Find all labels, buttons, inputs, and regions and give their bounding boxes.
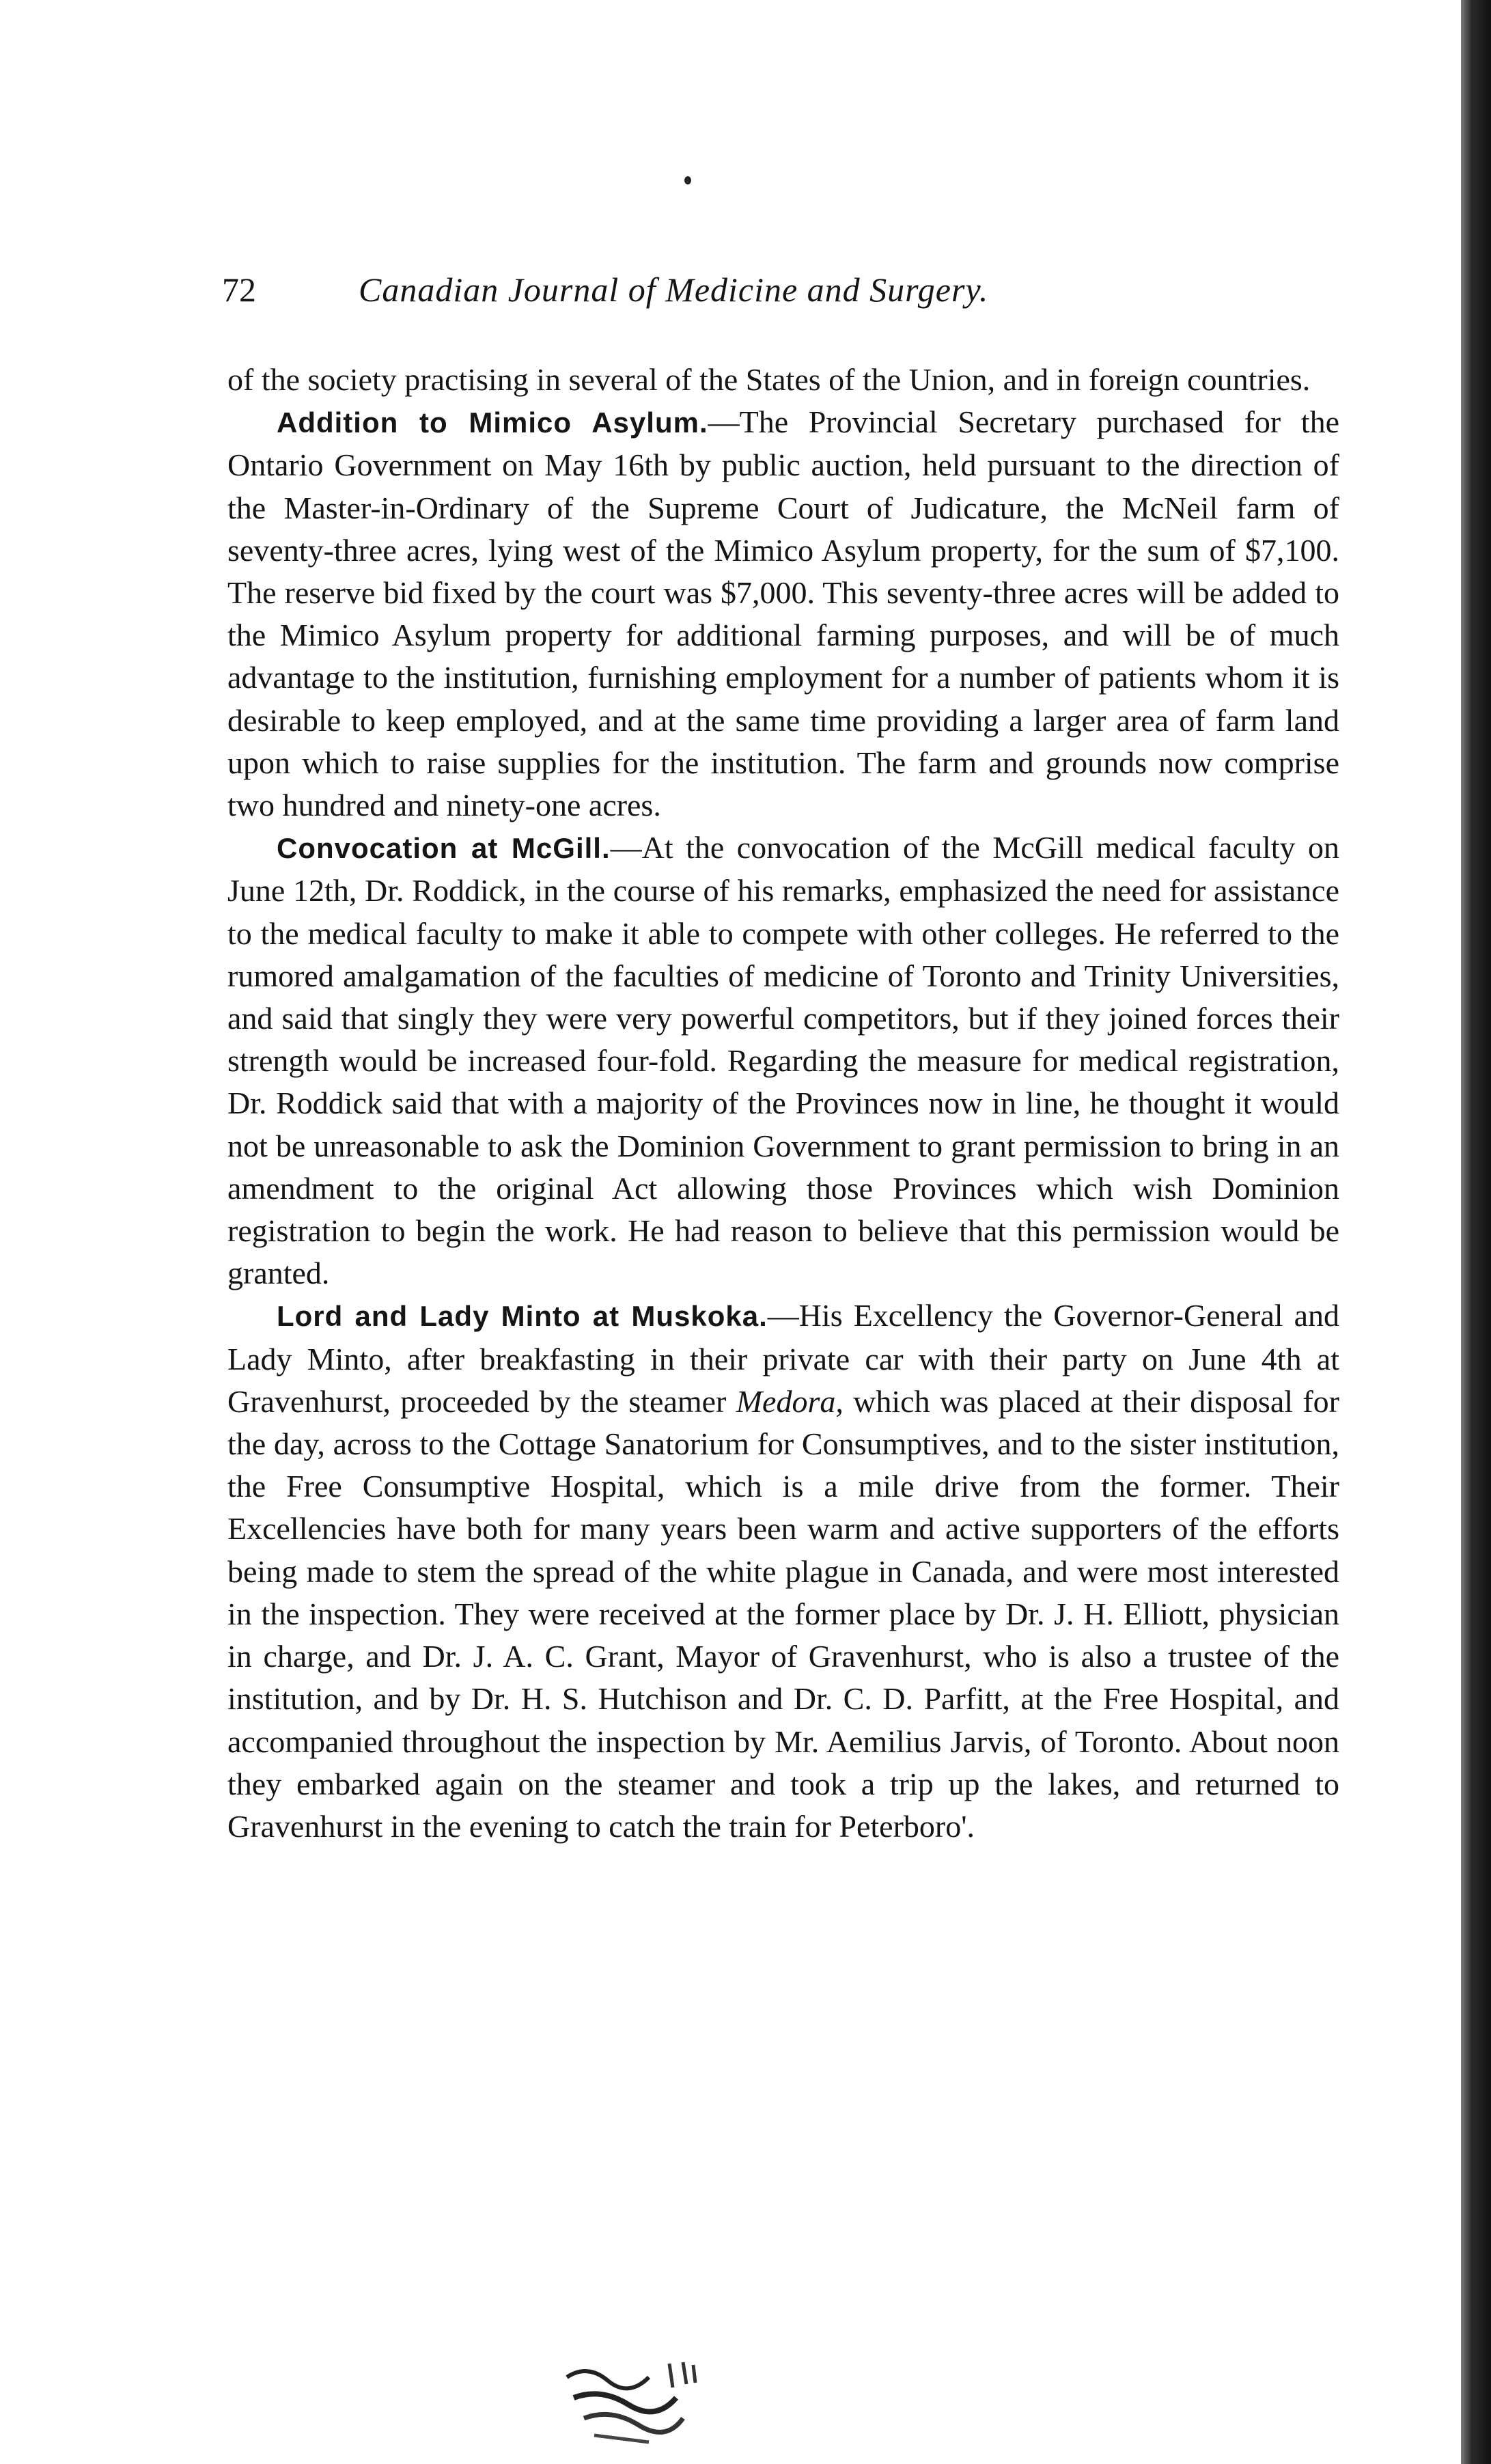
heading-mimico: Addition to Mimico Asylum. bbox=[277, 406, 708, 439]
ship-name: Medora, bbox=[736, 1383, 844, 1419]
heading-minto: Lord and Lady Minto at Muskoka. bbox=[277, 1300, 768, 1333]
page-number: 72 bbox=[222, 271, 256, 309]
body-minto-part1: —His Excellency the Governor-General and Lady Minto, after breakfasting in their private car with their party on June 4th at Gravenhurst, proceeded by the steamer bbox=[227, 1298, 1339, 1419]
body-minto-part2: which was placed at their disposal for the day, across to the Cottage Sanatorium for Consumptives, and to the sister institution, the Free Consumptive Hospital, which is a mile drive from the former. Their Excellencies have both for many years been warm and active supporters of the efforts being made to stem the spread of the white plague in Canada, and were most interested in the inspection. They were received at the former place by Dr. J. H. Elliott, physician in charge, and Dr. J. A. C. Grant, Mayor of Gravenhurst, who is also a trustee of the institution, and by Dr. H. S. Hutchison and Dr. C. D. Parfitt, at the Free Hospital, and accompanied throughout the inspection by Mr. Aemilius Jarvis, of Toronto. About noon they embarked again on the steamer and took a trip up the lakes, and returned to Gravenhurst in the evening to catch the train for Peterboro'. bbox=[227, 1383, 1339, 1844]
running-header bbox=[222, 270, 1369, 324]
ink-speck bbox=[684, 176, 691, 184]
intro-paragraph: of the society practising in several of the States of the Union, and in foreign countries. bbox=[227, 362, 1311, 397]
body-mcgill: —At the convocation of the McGill medical faculty on June 12th, Dr. Roddick, in the course of his remarks, emphasized the need for assistance to the medical faculty to make it able to compete with other colleges. He referred to the rumored amalgamation of the faculties of medicine of Toronto and Trinity Universities, and said that singly they were very powerful competitors, but if they joined forces their strength would be increased four-fold. Regarding the measure for medical registration, Dr. Roddick said that with a majority of the Provinces now in line, he thought it would not be unreasonable to ask the Dominion Government to grant permission to bring in an amendment to the original Act allowing those Provinces which wish Dominion registration to begin the work. He had reason to believe that this permission would be granted. bbox=[227, 830, 1339, 1291]
heading-mcgill: Convocation at McGill. bbox=[277, 832, 611, 865]
journal-title: Canadian Journal of Medicine and Surgery. bbox=[359, 271, 989, 309]
article-body bbox=[227, 359, 1339, 1848]
article-mimico bbox=[227, 401, 1339, 827]
ink-stamp-mark bbox=[546, 2350, 724, 2452]
article-mcgill bbox=[227, 827, 1339, 1295]
article-minto bbox=[227, 1295, 1339, 1848]
binding-edge bbox=[1461, 0, 1491, 2464]
body-mimico: —The Provincial Secretary purchased for the Ontario Government on May 16th by public auction, held pursuant to the direction of the Master-in-Ordinary of the Supreme Court of Judicature, the McNeil farm of seventy-three acres, lying west of the Mimico Asylum property, for the sum of $7,100. The reserve bid fixed by the court was $7,000. This seventy-three acres will be added to the Mimico Asylum property for additional farming purposes, and will be of much advantage to the institution, furnishing employment for a number of patients whom it is desirable to keep employed, and at the same time providing a larger area of farm land upon which to raise supplies for the institution. The farm and grounds now comprise two hundred and ninety-one acres. bbox=[227, 404, 1339, 823]
